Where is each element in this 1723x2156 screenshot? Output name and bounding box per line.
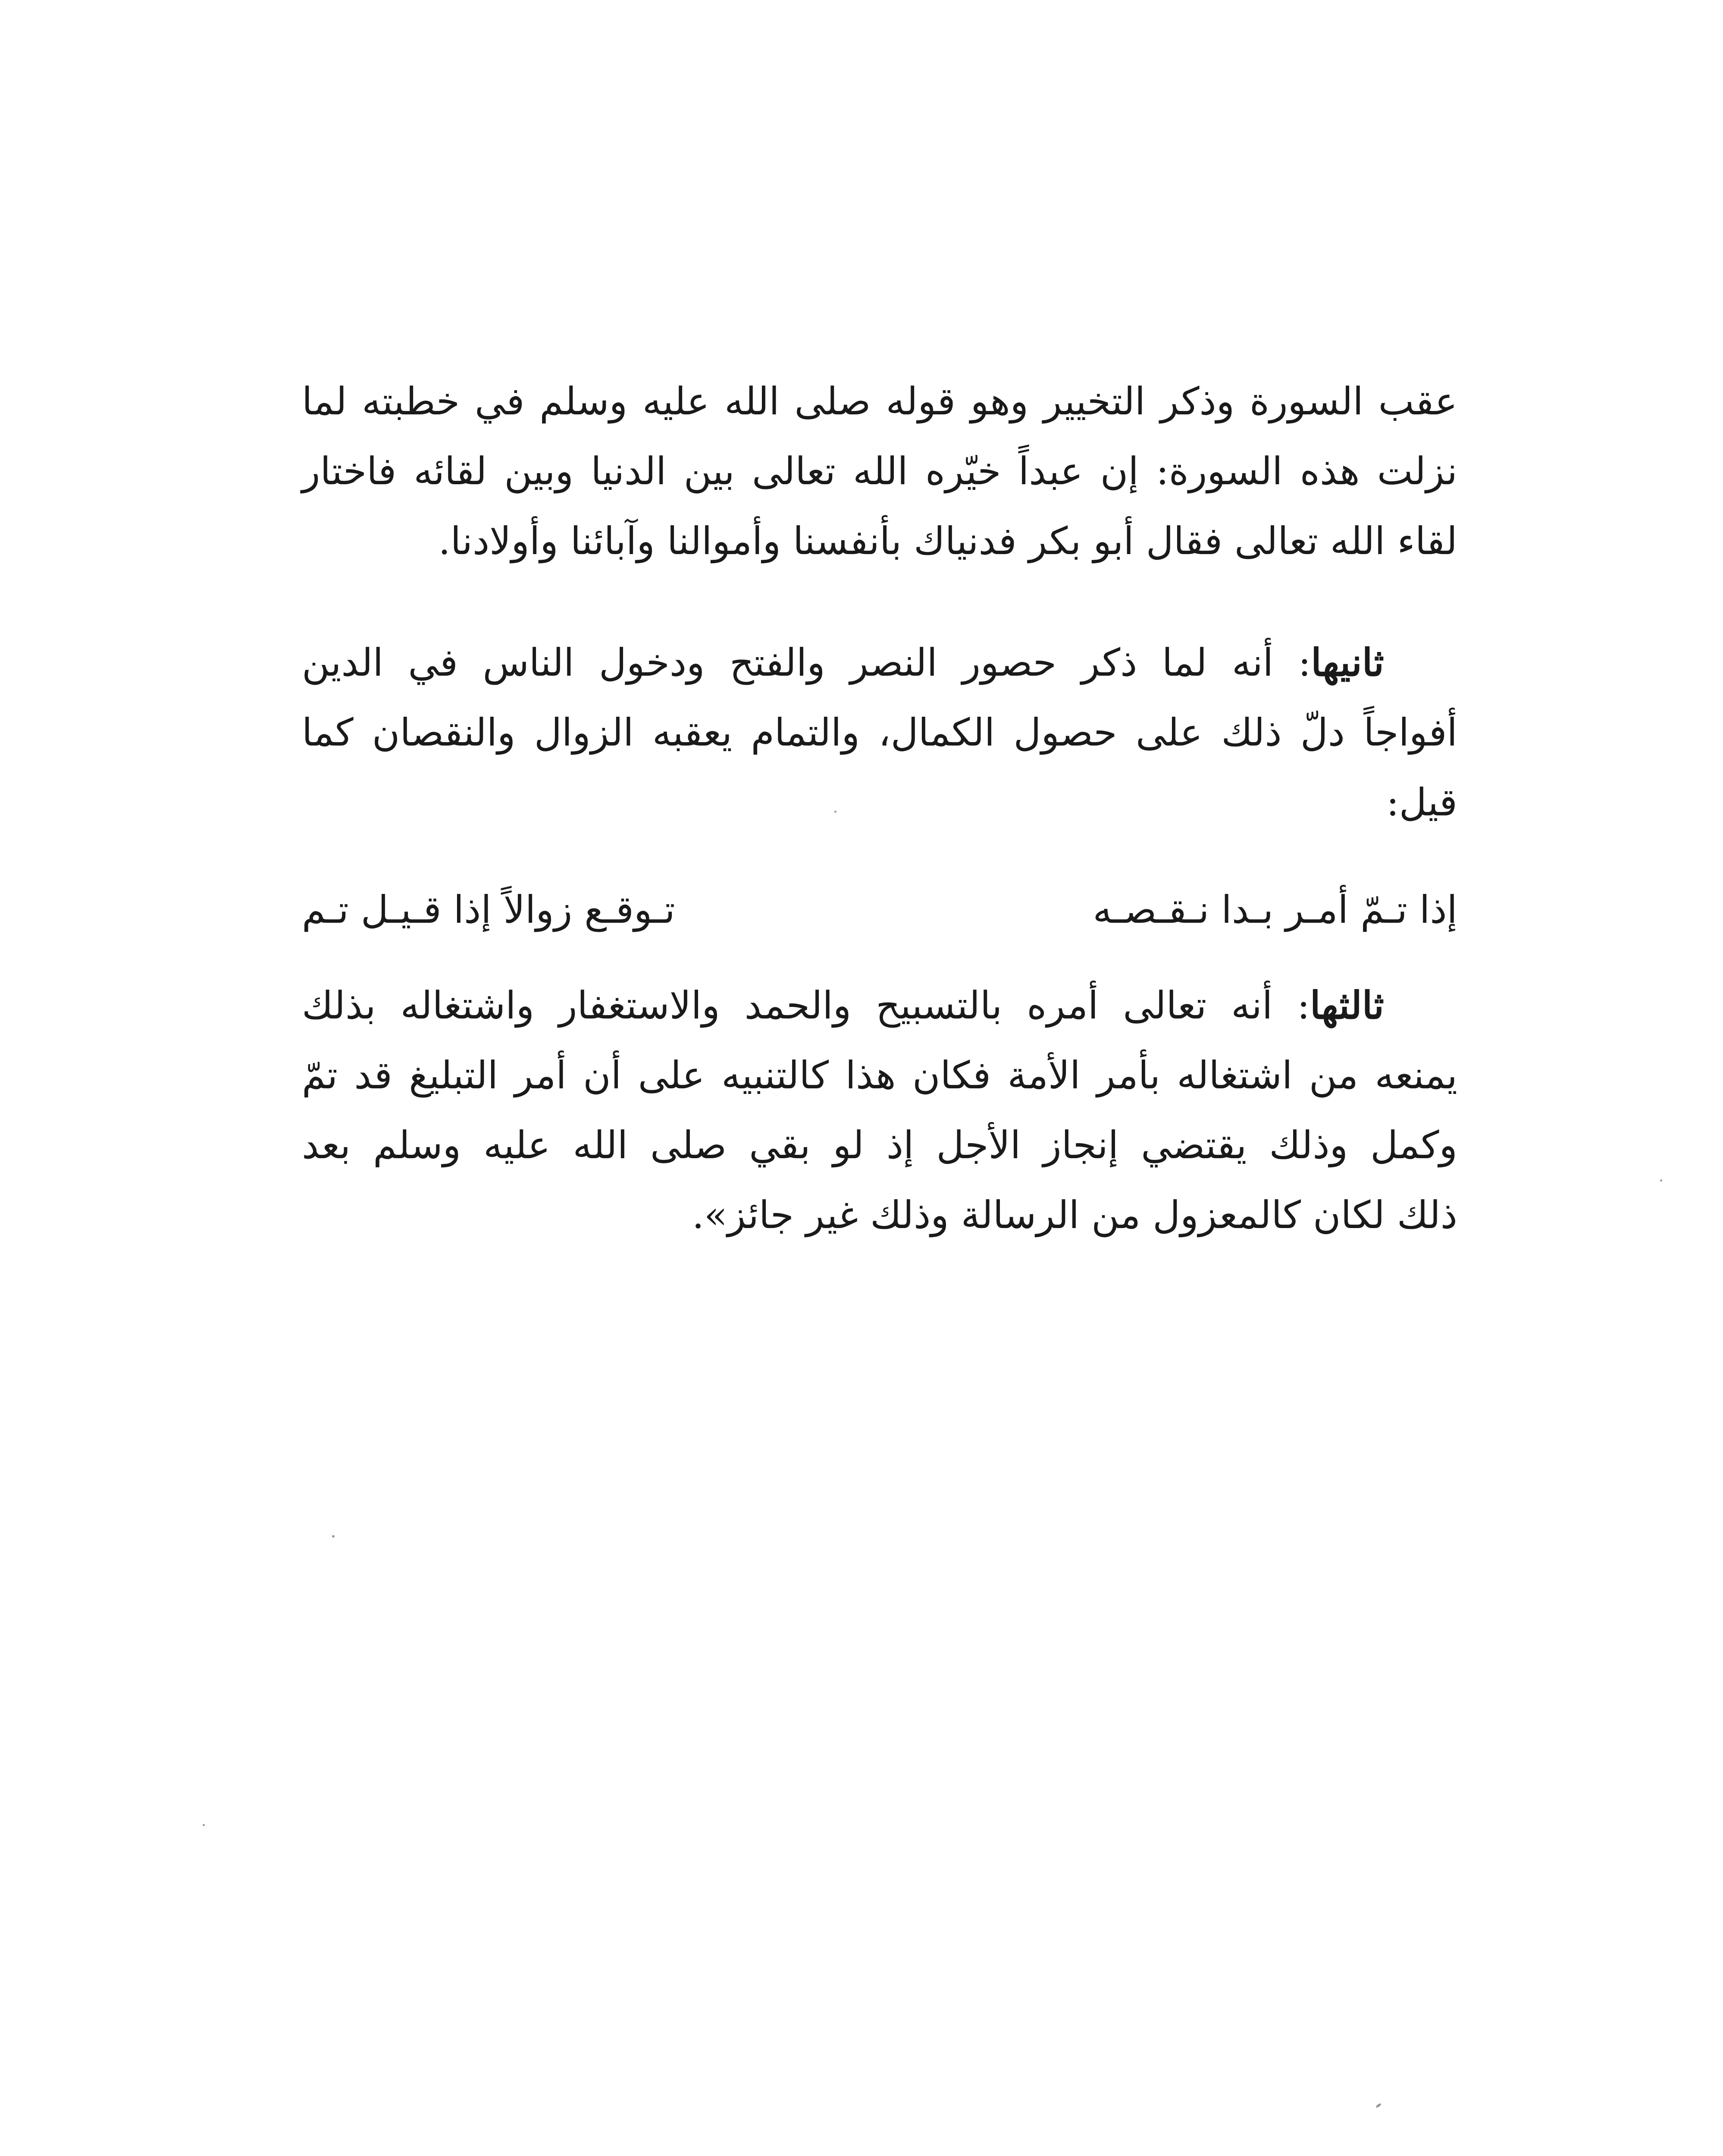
paragraph-1 bbox=[302, 367, 1457, 576]
paragraph-2-line-3: قيل: bbox=[1386, 780, 1457, 824]
paragraph-2-line-1-text: : أنه لما ذكر حصور النصر والفتح ودخول الناس في الدين bbox=[302, 640, 1311, 685]
paragraph-3-line-1-text: : أنه تعالى أمره بالتسبيح والحمد والاستغفار واشتغاله بذلك bbox=[302, 983, 1310, 1028]
scan-speck bbox=[203, 1824, 205, 1826]
poetry-verse bbox=[302, 877, 1457, 942]
paragraph-1-line-2: نزلت هذه السورة: إن عبداً خيّره الله تعالى بين الدنيا وبين لقائه فاختار bbox=[302, 449, 1457, 493]
scan-speck bbox=[332, 1535, 335, 1538]
verse-second-hemistich: تـوقـع زوالاً إذا قـيـل تـم bbox=[302, 887, 675, 932]
scan-speck bbox=[1375, 2103, 1382, 2109]
scan-speck bbox=[834, 811, 836, 813]
paragraph-2-line-1 bbox=[302, 627, 1457, 698]
paragraph-3-line-4: ذلك لكان كالمعزول من الرسالة وذلك غير جائز». bbox=[692, 1193, 1457, 1237]
paragraph-2 bbox=[302, 627, 1457, 837]
paragraph-2-line-2: أفواجاً دلّ ذلك على حصول الكمال، والتمام يعقبه الزوال والنقصان كما bbox=[302, 710, 1457, 755]
paragraph-1-line-3: لقاء الله تعالى فقال أبو بكر فدنياك بأنفسنا وأموالنا وآبائنا وأولادنا. bbox=[438, 519, 1457, 563]
paragraph-3 bbox=[302, 970, 1457, 1250]
paragraph-3-label: ثالثها bbox=[1309, 983, 1384, 1028]
paragraph-3-line-3: وكمل وذلك يقتضي إنجاز الأجل إذ لو بقي صلى الله عليه وسلم بعد bbox=[302, 1123, 1457, 1167]
paragraph-2-label: ثانيها bbox=[1311, 640, 1384, 685]
verse-first-hemistich: إذا تـمّ أمـر بـدا نـقـصـه bbox=[1093, 887, 1457, 932]
paragraph-3-line-1 bbox=[302, 970, 1457, 1040]
scan-speck bbox=[1660, 1179, 1662, 1181]
paragraph-3-line-2: يمنعه من اشتغاله بأمر الأمة فكان هذا كالتنبيه على أن أمر التبليغ قد تمّ bbox=[302, 1053, 1457, 1097]
paragraph-1-line-1: عقب السورة وذكر التخيير وهو قوله صلى الله عليه وسلم في خطبته لما bbox=[302, 379, 1457, 423]
